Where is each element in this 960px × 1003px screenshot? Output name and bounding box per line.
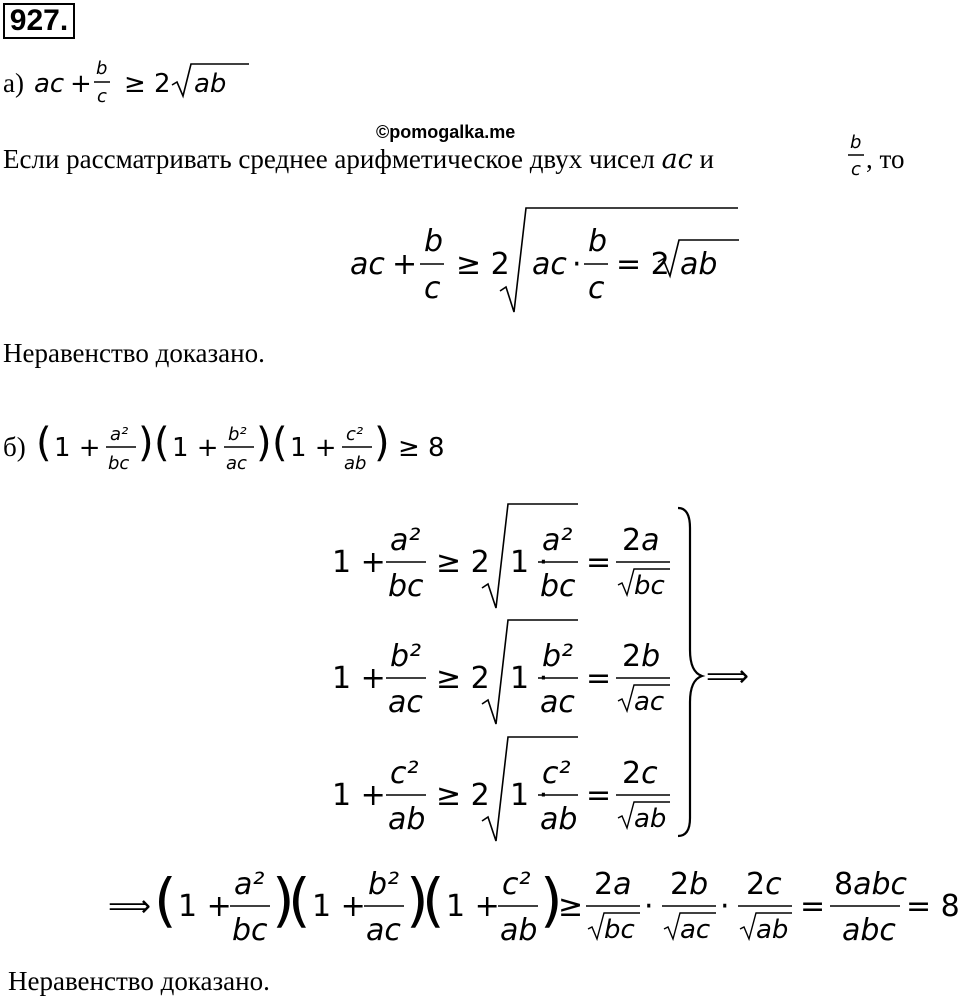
svg-text:bc: bc [540, 569, 576, 604]
svg-text:(: ( [36, 420, 52, 466]
svg-text:=: = [800, 889, 826, 924]
svg-text:1 +: 1 + [178, 889, 232, 924]
svg-text:): ) [406, 866, 429, 934]
svg-text:ac: ac [366, 913, 401, 948]
svg-text:c²: c² [542, 756, 571, 791]
svg-text:=: = [586, 778, 612, 813]
svg-text:1 ·: 1 · [510, 661, 549, 696]
part-b-final [108, 854, 960, 964]
svg-text:bc: bc [604, 915, 635, 945]
svg-text:2a: 2a [622, 523, 660, 558]
svg-text:bc: bc [388, 569, 424, 604]
svg-text:·: · [644, 889, 654, 924]
part-a-formula [340, 196, 740, 316]
svg-text:≥ 2: ≥ 2 [456, 247, 510, 282]
svg-text:=: = [586, 661, 612, 696]
svg-text:=: = [586, 545, 612, 580]
part-a-label: а) [3, 68, 24, 98]
svg-text:ac: ac [34, 69, 65, 99]
svg-text:1 ·: 1 · [510, 778, 549, 813]
svg-text:): ) [374, 420, 390, 466]
svg-text:ac: ac [634, 687, 665, 717]
svg-text:): ) [138, 420, 154, 466]
svg-text:(: ( [288, 866, 311, 934]
svg-text:1 +: 1 + [332, 545, 386, 580]
svg-text:b: b [850, 132, 862, 153]
svg-text:ab: ab [500, 913, 538, 948]
intro-end: , то [866, 144, 905, 174]
svg-text:ac: ac [226, 453, 247, 474]
part-b-system [320, 500, 760, 845]
svg-text:+: + [392, 247, 418, 282]
svg-text:+: + [70, 69, 92, 99]
part-a-inequality [32, 52, 252, 112]
svg-text:c: c [424, 271, 441, 306]
intro-var: ac [661, 144, 693, 175]
svg-text:ab: ab [680, 247, 718, 282]
svg-text:(: ( [422, 866, 445, 934]
svg-text:b: b [424, 224, 444, 259]
svg-text:ab: ab [756, 915, 789, 945]
system-row-b [332, 620, 670, 724]
svg-text:bc: bc [232, 913, 268, 948]
svg-text:1 +: 1 + [446, 889, 500, 924]
system-row-c [332, 737, 670, 841]
part-a-conclusion: Неравенство доказано. [3, 338, 265, 368]
svg-text:ab: ab [194, 69, 227, 99]
svg-text:c²: c² [390, 756, 419, 791]
svg-text:1 +: 1 + [172, 433, 219, 463]
svg-text:ab: ab [344, 453, 367, 474]
svg-text:c²: c² [346, 424, 364, 445]
svg-text:b²: b² [228, 424, 247, 445]
svg-text:≥ 2: ≥ 2 [124, 69, 171, 99]
part-a-intro [3, 146, 714, 173]
svg-text:a²: a² [234, 867, 265, 902]
svg-text:ac: ac [532, 247, 567, 282]
svg-text:b: b [588, 224, 608, 259]
svg-text:(: ( [154, 866, 177, 934]
svg-text:≥ 8: ≥ 8 [398, 433, 445, 463]
svg-text:ab: ab [540, 802, 578, 837]
part-b-label: б) [3, 432, 26, 462]
svg-text:·: · [720, 889, 730, 924]
svg-text:2c: 2c [622, 756, 658, 791]
svg-text:⟹: ⟹ [108, 889, 152, 924]
svg-text:1 +: 1 + [54, 433, 101, 463]
svg-text:ab: ab [634, 804, 667, 834]
svg-text:1 +: 1 + [312, 889, 366, 924]
problem-number: 927. [3, 3, 75, 39]
part-b-inequality [36, 412, 456, 484]
svg-text:1 +: 1 + [332, 661, 386, 696]
svg-text:ab: ab [388, 802, 426, 837]
svg-text:≥ 2: ≥ 2 [436, 545, 490, 580]
svg-text:bc: bc [108, 453, 130, 474]
svg-text:c: c [97, 86, 107, 107]
svg-text:): ) [256, 420, 272, 466]
svg-text:bc: bc [634, 571, 665, 601]
svg-text:c: c [851, 159, 861, 180]
svg-text:ac: ac [388, 685, 423, 720]
svg-text:b²: b² [390, 639, 422, 674]
svg-text:a²: a² [390, 523, 421, 558]
svg-text:b²: b² [542, 639, 574, 674]
svg-text:(: ( [272, 420, 288, 466]
svg-text:c: c [588, 271, 605, 306]
svg-text:b: b [96, 58, 108, 79]
svg-text:2c: 2c [746, 867, 782, 902]
svg-text:2b: 2b [670, 867, 709, 902]
svg-text:2b: 2b [622, 639, 661, 674]
svg-text:1 +: 1 + [332, 778, 386, 813]
svg-text:≥ 2: ≥ 2 [436, 778, 490, 813]
part-b-conclusion: Неравенство доказано. [8, 966, 270, 996]
svg-text:ac: ac [350, 247, 385, 282]
watermark: ©pomogalka.me [376, 122, 516, 142]
svg-text:≥: ≥ [558, 889, 584, 924]
system-row-a [332, 504, 670, 608]
svg-text:= 2: = 2 [616, 247, 670, 282]
svg-text:1 +: 1 + [290, 433, 337, 463]
svg-text:2a: 2a [594, 867, 632, 902]
svg-text:): ) [540, 866, 563, 934]
svg-text:(: ( [154, 420, 170, 466]
intro-text: Если рассматривать среднее арифметическое двух чисел [3, 144, 655, 174]
svg-text:·: · [572, 247, 582, 282]
svg-text:a²: a² [542, 523, 573, 558]
svg-text:c²: c² [502, 867, 531, 902]
svg-text:b²: b² [368, 867, 400, 902]
svg-text:1 ·: 1 · [510, 545, 549, 580]
svg-text:a²: a² [110, 424, 129, 445]
svg-text:= 8: = 8 [906, 889, 960, 924]
svg-text:≥ 2: ≥ 2 [436, 661, 490, 696]
intro-and: и [699, 144, 714, 174]
svg-text:8abc: 8abc [834, 867, 908, 902]
svg-text:ac: ac [680, 915, 711, 945]
system-brace [678, 508, 702, 836]
implies-arrow: ⟹ [706, 659, 750, 694]
svg-text:ac: ac [540, 685, 575, 720]
svg-text:abc: abc [842, 913, 896, 948]
svg-text:): ) [272, 866, 295, 934]
